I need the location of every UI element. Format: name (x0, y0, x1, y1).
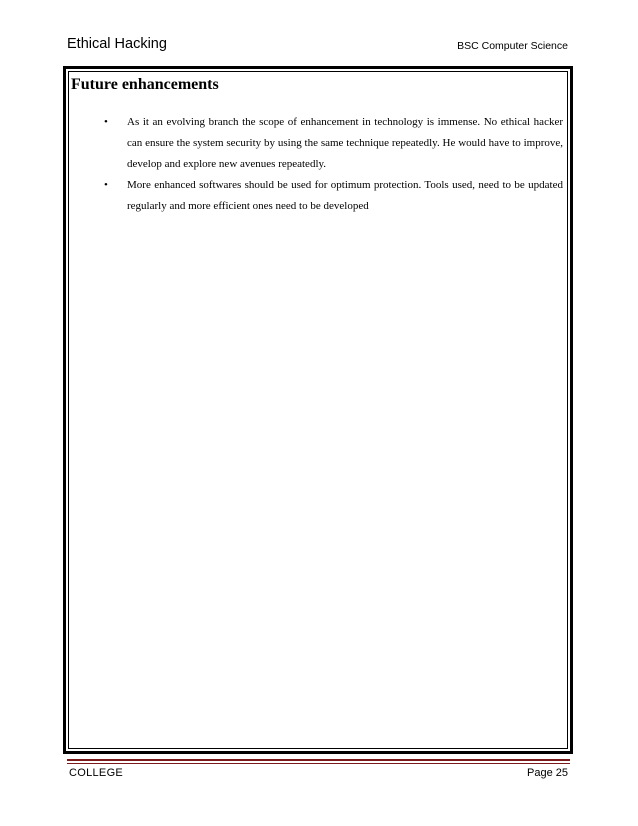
running-header-title: Ethical Hacking (67, 36, 167, 52)
footer-divider (67, 759, 570, 761)
running-header-subject: BSC Computer Science (457, 40, 568, 52)
bullet-icon: • (104, 116, 108, 128)
section-heading: Future enhancements (71, 76, 219, 93)
list-item (97, 175, 563, 217)
page-number: Page 25 (527, 767, 568, 779)
list-item-text: More enhanced softwares should be used for optimum protection. Tools used, need to be updated regularly and more efficient ones need to be developed (127, 179, 563, 212)
bullet-icon: • (104, 179, 108, 191)
footer-college: COLLEGE (69, 767, 124, 779)
list-item (97, 112, 563, 175)
list-item-text: As it an evolving branch the scope of enhancement in technology is immense. No ethical hacker can ensure the system security by using the same technique repeatedly. He would have to improve, develop and explore new avenues repeatedly. (127, 116, 563, 170)
bullet-list (97, 112, 563, 217)
footer-divider-thin (67, 763, 570, 764)
